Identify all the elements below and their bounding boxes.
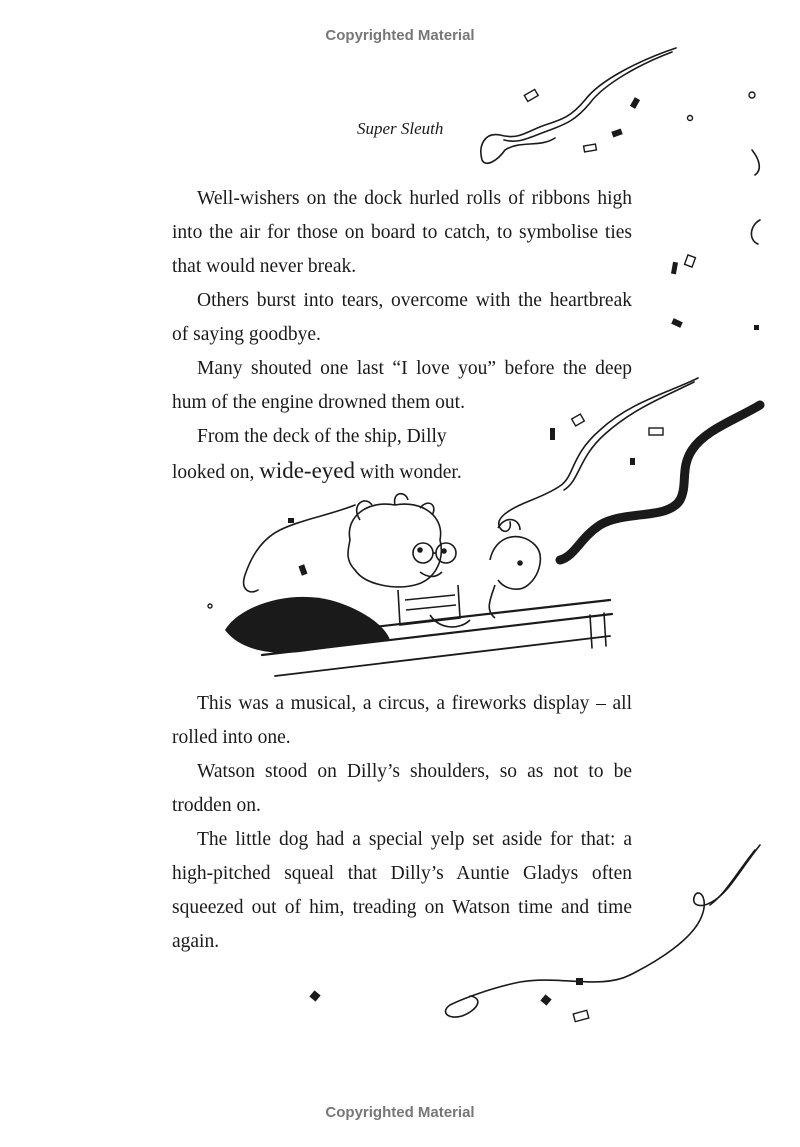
paragraph: Watson stood on Dilly’s shoulders, so as not to be trodden on. [172,761,632,816]
text-block-lower [172,687,632,959]
paragraph [172,420,472,490]
running-head: Super Sleuth [357,119,444,138]
emphasised-word: wide-eyed [259,458,355,483]
paragraph-text: From the deck of the ship, Dilly looked on, [172,426,447,483]
girl-and-dog-illustration [348,494,540,627]
copyright-notice-bottom: Copyrighted Material [325,1104,475,1121]
paragraph-text: with wonder. [359,462,462,483]
paragraph: This was a musical, a circus, a fireworks display – all rolled into one. [172,693,632,748]
paragraph: Many shouted one last “I love you” before the deep hum of the engine drowned them out. [172,358,632,413]
paragraph: Others burst into tears, overcome with the heartbreak of saying goodbye. [172,290,632,345]
paragraph: The little dog had a special yelp set aside for that: a high-pitched squeal that Dilly’s Auntie Gladys often squeezed out of him, treading on Watson time and time again. [172,829,632,952]
text-block-upper [172,182,632,490]
copyright-notice-top: Copyrighted Material [325,27,475,44]
paragraph: Well-wishers on the dock hurled rolls of ribbons high into the air for those on board to catch, to symbolise ties that would never break. [172,188,632,277]
